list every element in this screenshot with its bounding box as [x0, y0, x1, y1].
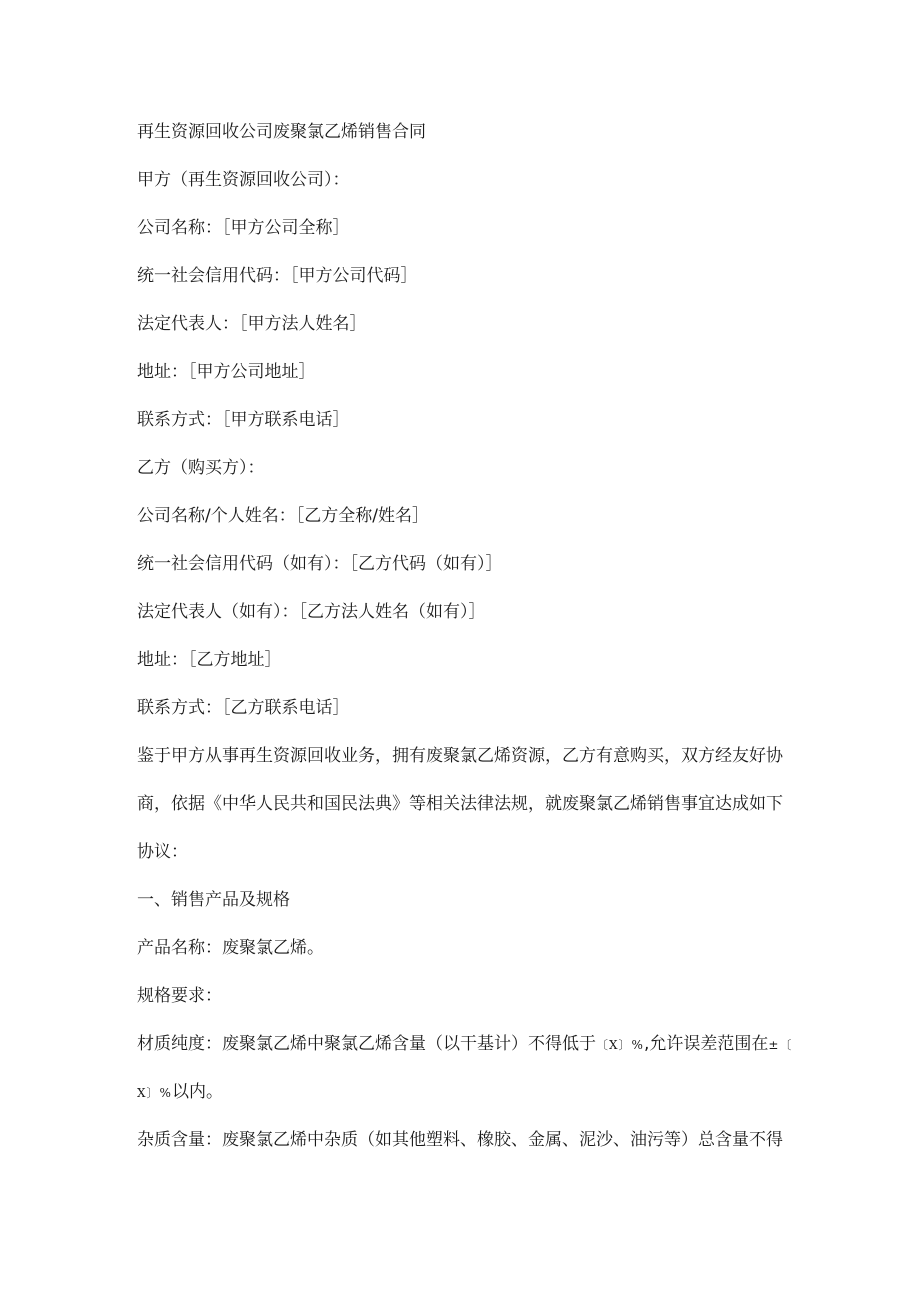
purity-text-2: ,允许误差范围在: [643, 1034, 769, 1054]
purity-text-3: 以内。: [171, 1082, 223, 1102]
preamble-line-1: 鉴于甲方从事再生资源回收业务，拥有废聚氯乙烯资源，乙方有意购买，双方经友好协: [137, 746, 783, 766]
purity-paragraph: [137, 1020, 793, 1116]
preamble-paragraph: [137, 732, 787, 876]
party-a-contact: 联系方式：［甲方联系电话］: [137, 410, 350, 430]
spec-heading: 规格要求：: [137, 986, 222, 1006]
preamble-line-2: 商，依据《中华人民共和国民法典》等相关法律法规，就废聚氯乙烯销售事宜达成如下: [137, 794, 783, 814]
party-a-address: 地址：［甲方公司地址］: [137, 362, 316, 382]
purity-placeholder-3: X〕%: [137, 1086, 172, 1100]
document-body: [137, 120, 793, 1176]
preamble-line-3: 协议：: [137, 842, 188, 862]
party-a-heading: 甲方（再生资源回收公司）：: [137, 170, 350, 190]
party-b-heading: 乙方（购买方）：: [137, 458, 265, 478]
purity-line-1: [137, 1020, 793, 1068]
purity-placeholder-1: 〔X〕%: [596, 1038, 644, 1052]
section-1-heading: 一、销售产品及规格: [137, 890, 290, 910]
purity-text-1: 材质纯度：废聚氯乙烯中聚氯乙烯含量（以干基计）不得低于: [137, 1034, 596, 1054]
party-a-legal-rep: 法定代表人：［甲方法人姓名］: [137, 314, 367, 334]
party-a-company-name: 公司名称：［甲方公司全称］: [137, 218, 350, 238]
purity-line-2: [137, 1068, 787, 1116]
party-b-legal-rep: 法定代表人（如有）：［乙方法人姓名（如有）］: [137, 602, 486, 622]
impurity-line: 杂质含量：废聚氯乙烯中杂质（如其他塑料、橡胶、金属、泥沙、油污等）总含量不得: [137, 1130, 783, 1150]
contract-title: 再生资源回收公司废聚氯乙烯销售合同: [137, 122, 426, 142]
party-b-contact: 联系方式：［乙方联系电话］: [137, 698, 350, 718]
party-b-address: 地址：［乙方地址］: [137, 650, 282, 670]
party-b-company-name: 公司名称/个人姓名：［乙方全称/姓名］: [137, 506, 429, 526]
product-name: 产品名称：废聚氯乙烯。: [137, 938, 324, 958]
purity-placeholder-2: ±〔: [768, 1038, 793, 1052]
party-a-credit-code: 统一社会信用代码：［甲方公司代码］: [137, 266, 418, 286]
party-b-credit-code: 统一社会信用代码（如有）：［乙方代码（如有）］: [137, 554, 503, 574]
